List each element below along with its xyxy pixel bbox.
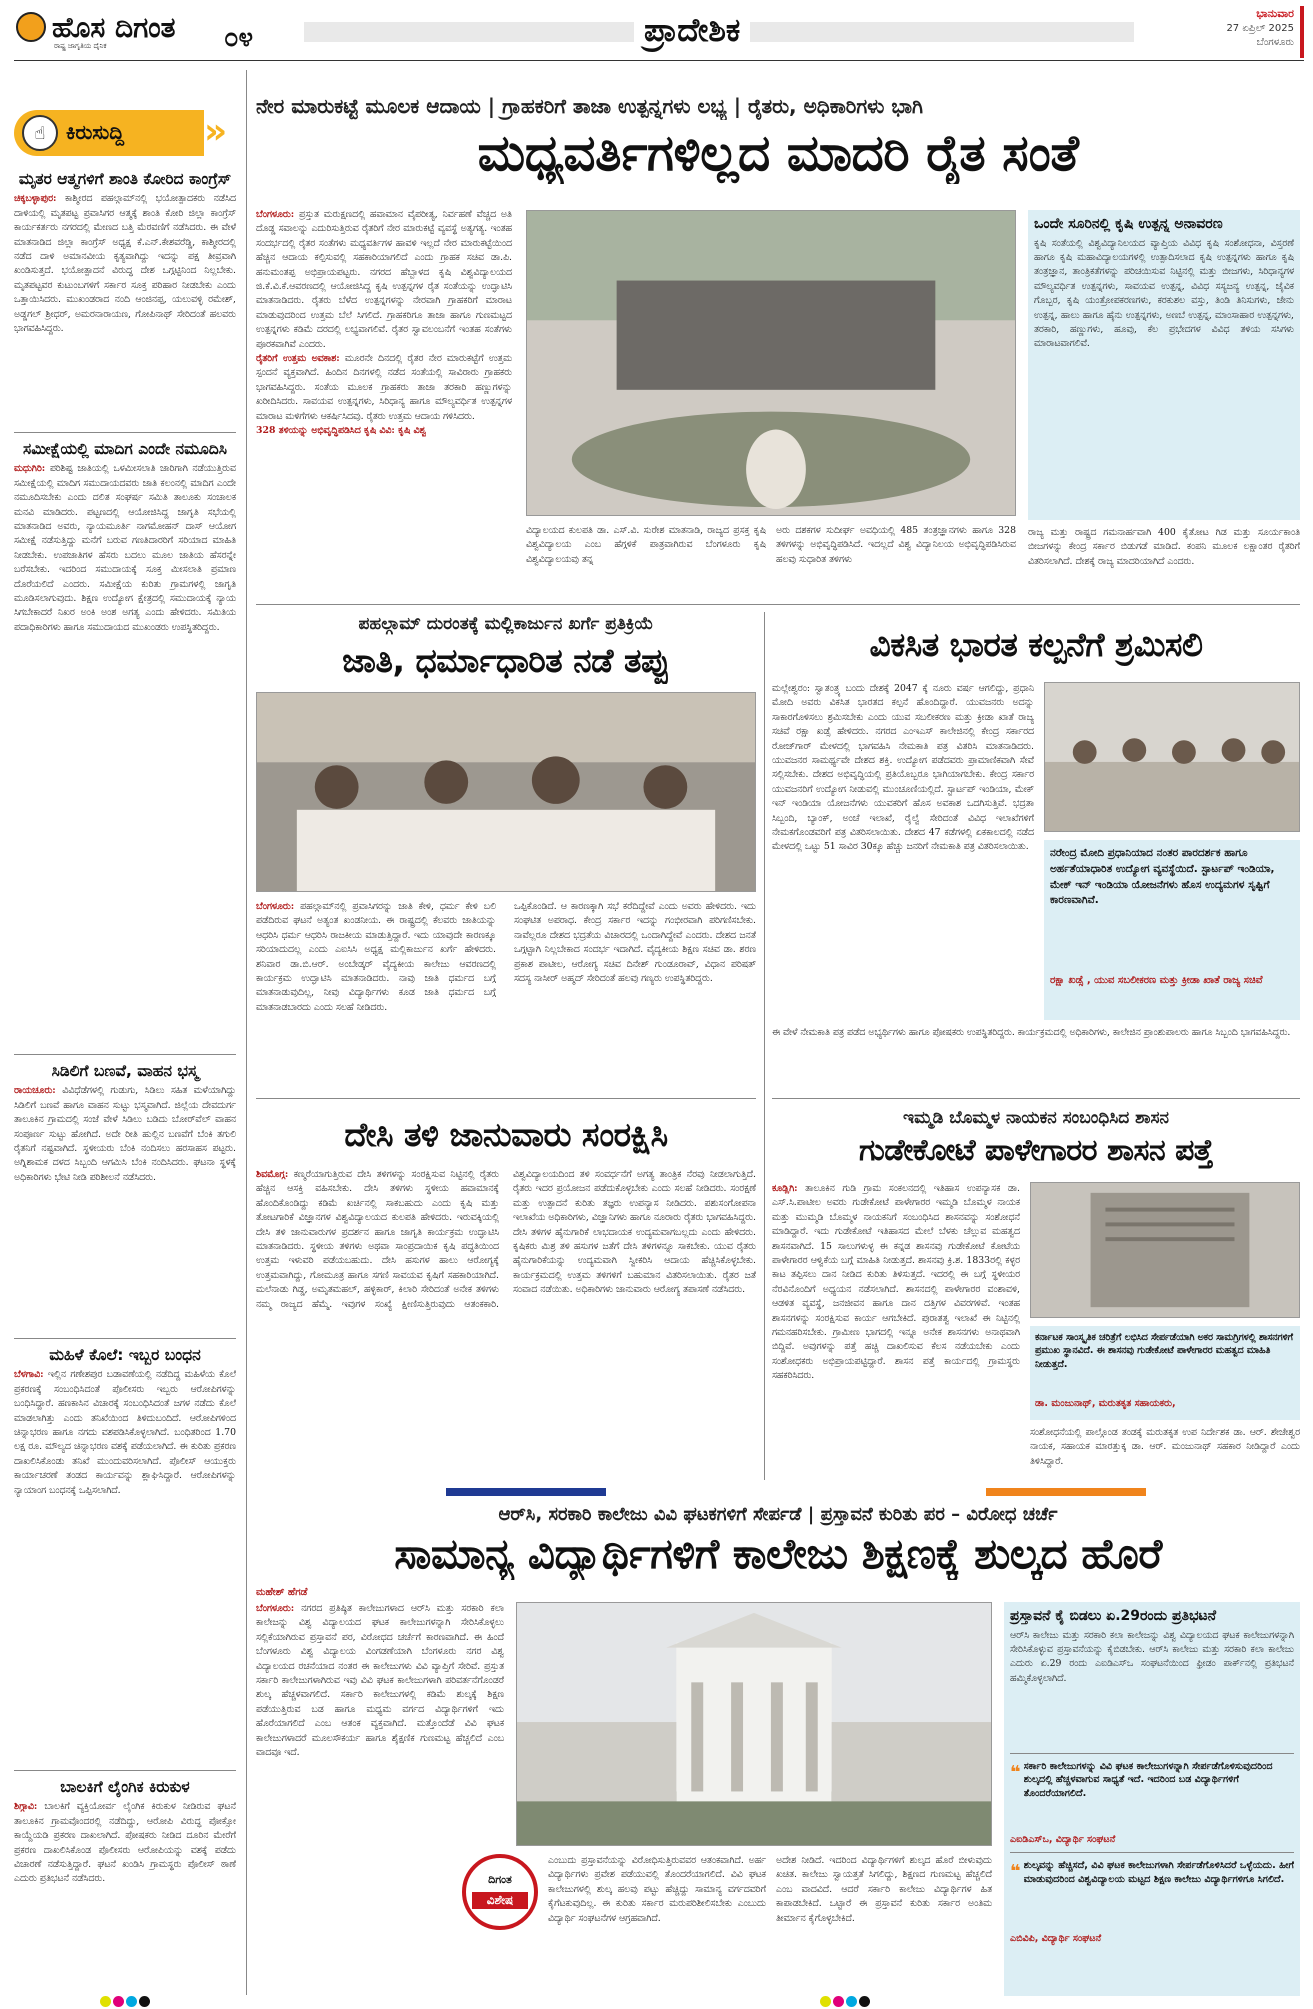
quote-credit: ಎಬಿವಿಪಿ, ವಿದ್ಯಾರ್ಥಿ ಸಂಘಟನೆ [1010, 1933, 1102, 1944]
byline: ಮಹೇಶ್ ಹೆಗಡೆ [256, 1587, 308, 1598]
photo-college-building [516, 1602, 992, 1846]
article-headline: ಗುಡೇಕೋಟೆ ಪಾಳೇಗಾರರ ಶಾಸನ ಪತ್ತೆ [859, 1133, 1213, 1168]
article-body: ಸಂಶೋಧನೆಯಲ್ಲಿ ಪಾಲ್ಗೊಂಡ ತಂಡಕ್ಕೆ ಮರುತಕೃತ ಉಪ ನಿರ್ದೇಶಕ ಡಾ. ಆರ್. ಶೇಜೇಶ್ವರ ನಾಯಕ, ಸಹಾಯಕ ಮಾರತ್ತುಕ್ಕ ಡಾ. ಆರ್. ಮಂಜುನಾಥ್ ಸಹಕಾರ ನೀಡಿದ್ದಾರೆ ಎಂದು ತಿಳಿಸಿದ್ದಾರೆ. [1030, 1427, 1300, 1467]
infobox-krushi [1028, 210, 1300, 520]
quote-mark-icon: ❝ [1010, 1861, 1021, 1882]
quote-credit: ಡಾ. ಮಂಜುನಾಥ್, ಮರುತಕೃತ ಸಹಾಯಕರು, [1035, 1398, 1176, 1409]
article-gudekote [772, 1106, 1300, 1480]
article-body: ವಿದ್ಯಾಲಯದ ಕುಲಪತಿ ಡಾ. ಎಸ್.ವಿ. ಸುರೇಶ ಮಾತನಾಡಿ, ರಾಜ್ಯದ ಪ್ರಸಕ್ತ ಕೃಷಿ ವಿಶ್ವವಿದ್ಯಾಲಯ ಎಂಬ ಹೆಗ್ಗಳಿಕೆ ಪಾತ್ರವಾಗಿರುವ ಬೆಂಗಳೂರು ಕೃಷಿ ವಿಶ್ವವಿದ್ಯಾಲಯವು ತನ್ನ [526, 525, 766, 565]
infobox-quote [1030, 1326, 1300, 1420]
article-headline: ವಿಕಸಿತ ಭಾರತ ಕಲ್ಪನೆಗೆ ಶ್ರಮಿಸಲಿ [869, 625, 1203, 664]
infobox-body: ಆರ್‌ಸಿ ಕಾಲೇಜು ಮತ್ತು ಸರಕಾರಿ ಕಲಾ ಕಾಲೇಜನ್ನು ವಿಶ್ವ ವಿದ್ಯಾಲಯದ ಘಟಕ ಕಾಲೇಜುಗಳನ್ನಾಗಿ ಸೇರಿಸಿಕೊಳ್ಳುವ ಪ್ರಸ್ತಾವನೆಯನ್ನು ಕೈಬಿಡಬೇಕು. ಆರ್‌ಸಿ ಕಾಲೇಜು ಮತ್ತು ಸರಕಾರಿ ಕಲಾ ಕಾಲೇಜು ಎದುರು ಏ.29 ರಂದು ಎಐಡಿಎಸ್‌ಒ ಸಂಘಟನೆಯಿಂದ ಫ್ರೀಡಂ ಪಾರ್ಕ್‌ನಲ್ಲಿ ಪ್ರತಿಭಟನೆ ಹಮ್ಮಿಕೊಳ್ಳಲಾಗಿದೆ. [1010, 1629, 1294, 1684]
dateline: ಶಿವಮೊಗ್ಗ: [256, 1169, 289, 1180]
infobox-protest [1004, 1602, 1300, 1996]
story-body: ಪರಿಶಿಷ್ಟ ಜಾತಿಯಲ್ಲಿ ಒಳಮೀಸಲಾತಿ ಜಾರಿಗಾಗಿ ನಡೆಯುತ್ತಿರುವ ಸಮೀಕ್ಷೆಯಲ್ಲಿ ಮಾದಿಗ ಸಮುದಾಯದವರು ಜಾತಿ ಕಲಂನಲ್ಲಿ ಮಾದಿಗ ಎಂದೇ ನಮೂದಿಸಬೇಕು ಎಂದು ದಲಿತ ಸಂಘರ್ಷ ಸಮಿತಿ ತಾಲೂಕು ಸಂಚಾಲಕ ಮನವಿ ಮಾಡಿದರು. ಪಟ್ಟಣದಲ್ಲಿ ಆಯೋಜಿಸಿದ್ದ ಜಾಗೃತಿ ಸಭೆಯಲ್ಲಿ ಮಾತನಾಡಿದ ಅವರು, ನ್ಯಾಯಮೂರ್ತಿ ನಾಗಮೋಹನ್ ದಾಸ್ ಆಯೋಗ ಸಮೀಕ್ಷೆ ನಡೆಸುತ್ತಿದ್ದು ಮನೆಗೆ ಬರುವ ಗಣತಿದಾರರಿಗೆ ಸರಿಯಾದ ಮಾಹಿತಿ ನೀಡಬೇಕು. ಉಪಜಾತಿಗಳ ಹೆಸರು ಬದಲು ಮೂಲ ಜಾತಿಯ ಹೆಸರನ್ನೇ ಬರೆಸಬೇಕು. ಇದರಿಂದ ಸಮುದಾಯಕ್ಕೆ ಸೂಕ್ತ ಮೀಸಲಾತಿ ಪ್ರಮಾಣ ದೊರೆಯಲಿದೆ ಎಂದರು. ಸಮೀಕ್ಷೆಯ ಕುರಿತು ಗ್ರಾಮಗಳಲ್ಲಿ ಜಾಗೃತಿ ಮೂಡಿಸಲಾಗುವುದು. ಶಿಕ್ಷಣ ಉದ್ಯೋಗ ಕ್ಷೇತ್ರದಲ್ಲಿ ಸಮುದಾಯಕ್ಕೆ ನ್ಯಾಯ ಸಿಗಬೇಕಾದರೆ ನಿಖರ ಅಂಕಿ ಅಂಶ ಅಗತ್ಯ ಎಂದು ಹೇಳಿದರು. ಸಮಿತಿಯ ಪದಾಧಿಕಾರಿಗಳು ಹಾಗೂ ಸಮುದಾಯದ ಮುಖಂಡರು ಉಪಸ್ಥಿತರಿದ್ದರು. [14, 463, 236, 633]
divider [256, 1098, 756, 1099]
story-title: ಬಾಲಕಿಗೆ ಲೈಂಗಿಕ ಕಿರುಕುಳ [60, 1778, 190, 1796]
stamp-top: ದಿಗಂತ [488, 1873, 512, 1886]
divider [14, 1338, 236, 1339]
article-viksit-bharat [772, 612, 1300, 1090]
digantha-special-stamp [462, 1854, 538, 1930]
article-kicker: ಪಹಲ್ಗಾಮ್ ದುರಂತಕ್ಕೆ ಮಲ್ಲಿಕಾರ್ಜುನ ಖರ್ಗೆ ಪ್ರತಿಕ್ರಿಯೆ [358, 614, 654, 634]
quote-credit: ರಕ್ಷಾ ಖಡ್ಸೆ , ಯುವ ಸಬಲೀಕರಣ ಮತ್ತು ಕ್ರೀಡಾ ಖಾತೆ ರಾಜ್ಯ ಸಚಿವೆ [1050, 975, 1263, 986]
masthead-logo [14, 6, 294, 54]
article-body: ಪ್ರಸ್ತುತ ಮರುಕ್ಷಣದಲ್ಲಿ ಹವಾಮಾನ ವೈಪರೀತ್ಯ, ನಿರ್ವಹಣೆ ವೆಚ್ಚದ ಅತಿ ದೊಡ್ಡ ಸವಾಲನ್ನು ಎದುರಿಸುತ್ತಿರುವ ರೈತರಿಗೆ ನೇರ ಮಾರುಕಟ್ಟೆ ವ್ಯವಸ್ಥೆ ಅತ್ಯಗತ್ಯ. ಇಂತಹ ಸಂದರ್ಭದಲ್ಲಿ ರೈತರ ಸಂತೆಗಳು ಮಧ್ಯವರ್ತಿಗಳ ಹಾವಳಿ ಇಲ್ಲದೆ ನೇರ ಮಾರುಕಟ್ಟೆಯಿಂದ ಹೆಚ್ಚಿನ ಆದಾಯ ಕಲ್ಪಿಸುವಲ್ಲಿ ಸಹಕಾರಿಯಾಗಲಿದೆ ಎಂದು ಗ್ರಾಹಕ ಸಚಿವ ಡಾ.ಪಿ. ಹನುಮಂತಪ್ಪ ಅಭಿಪ್ರಾಯಪಟ್ಟರು. ನಗರದ ಹೆಬ್ಬಾಳದ ಕೃಷಿ ವಿಶ್ವವಿದ್ಯಾಲಯದ ಜಿ.ಕೆ.ವಿ.ಕೆ.ಆವರಣದಲ್ಲಿ ಆಯೋಜಿಸಿದ್ದ ಕೃಷಿ ಉತ್ಪನ್ನಗಳ ರೈತ ಸಂತೆಯನ್ನು ಉದ್ಘಾಟಿಸಿ ಮಾತನಾಡಿದರು. ರೈತರು ಬೆಳೆದ ಉತ್ಪನ್ನಗಳನ್ನು ನೇರವಾಗಿ ಗ್ರಾಹಕರಿಗೆ ಮಾರಾಟ ಮಾಡುವುದರಿಂದ ಉತ್ತಮ ಬೆಲೆ ಸಿಗಲಿದೆ. ಗ್ರಾಹಕರಿಗೂ ತಾಜಾ ಹಾಗೂ ಗುಣಮಟ್ಟದ ಉತ್ಪನ್ನಗಳು ಕಡಿಮೆ ದರದಲ್ಲಿ ಲಭ್ಯವಾಗಲಿವೆ. ರೈತರ ಸ್ವಾವಲಂಬನೆಗೆ ಇಂತಹ ಸಂತೆಗಳು ಪೂರಕವಾಗಿವೆ ಎಂದರು. [256, 209, 512, 350]
dateline: ಮಧುಗಿರಿ: [14, 463, 46, 475]
story-body: ಇಲ್ಲಿನ ಗಣೇಶಪುರ ಬಡಾವಣೆಯಲ್ಲಿ ನಡೆದಿದ್ದ ಮಹಿಳೆಯ ಕೊಲೆ ಪ್ರಕರಣಕ್ಕೆ ಸಂಬಂಧಿಸಿದಂತೆ ಪೊಲೀಸರು ಇಬ್ಬರು ಆರೋಪಿಗಳನ್ನು ಬಂಧಿಸಿದ್ದಾರೆ. ಹಣಕಾಸಿನ ವಿಚಾರಕ್ಕೆ ಸಂಬಂಧಿಸಿದಂತೆ ಜಗಳ ನಡೆದು ಕೊಲೆ ಮಾಡಲಾಗಿತ್ತು ಎಂದು ತನಿಖೆಯಿಂದ ತಿಳಿದುಬಂದಿದೆ. ಆರೋಪಿಗಳಿಂದ ಚಿನ್ನಾಭರಣ ಹಾಗೂ ನಗದು ವಶಪಡಿಸಿಕೊಳ್ಳಲಾಗಿದೆ. ಬಂಧಿತರಿಂದ 1.70 ಲಕ್ಷ ರೂ. ಮೌಲ್ಯದ ಚಿನ್ನಾಭರಣ ವಶಕ್ಕೆ ಪಡೆಯಲಾಗಿದೆ. ಈ ಕುರಿತು ಪ್ರಕರಣ ದಾಖಲಿಸಿಕೊಂಡು ತನಿಖೆ ಮುಂದುವರಿಸಲಾಗಿದೆ. ಪೊಲೀಸ್ ಆಯುಕ್ತರು ಕಾರ್ಯಾಚರಣೆ ತಂಡದ ಕಾರ್ಯವನ್ನು ಶ್ಲಾಘಿಸಿದ್ದಾರೆ. ಆರೋಪಿಗಳನ್ನು ನ್ಯಾಯಾಂಗ ಬಂಧನಕ್ಕೆ ಒಪ್ಪಿಸಲಾಗಿದೆ. [14, 1369, 236, 1496]
divider [772, 1098, 1300, 1099]
article-desi-cattle [256, 1106, 756, 1480]
paper-name: ಹೊಸ ದಿಗಂತ [52, 11, 176, 44]
divider [14, 432, 236, 433]
dateline: ಬೆಂಗಳೂರು: [256, 209, 295, 220]
section-title: ಪ್ರಾದೇಶಿಕ [634, 8, 750, 53]
story-body: ವಿವಿಧೆಡೆಗಳಲ್ಲಿ ಗುಡುಗು, ಸಿಡಿಲು ಸಹಿತ ಮಳೆಯಾಗಿದ್ದು ಸಿಡಿಲಿಗೆ ಬಣವೆ ಹಾಗೂ ವಾಹನ ಸುಟ್ಟು ಭಸ್ಮವಾಗಿದೆ. ಜಿಲ್ಲೆಯ ದೇವದುರ್ಗ ತಾಲೂಕಿನ ಗ್ರಾಮದಲ್ಲಿ ಸಂಜೆ ವೇಳೆ ಸಿಡಿಲು ಬಡಿದು ಬೋರ್‌ವೆಲ್ ವಾಹನ ಸಂಪೂರ್ಣ ಸುಟ್ಟು ಹೋಗಿದೆ. ಅದೇ ರೀತಿ ಹುಲ್ಲಿನ ಬಣವೆಗೆ ಬೆಂಕಿ ತಗುಲಿ ರೈತನಿಗೆ ನಷ್ಟವಾಗಿದೆ. ಸ್ಥಳೀಯರು ಬೆಂಕಿ ನಂದಿಸಲು ಹರಸಾಹಸ ಪಟ್ಟರು. ಅಗ್ನಿಶಾಮಕ ದಳದ ಸಿಬ್ಬಂದಿ ಆಗಮಿಸಿ ಬೆಂಕಿ ನಂದಿಸಿದರು. ಘಟನಾ ಸ್ಥಳಕ್ಕೆ ಅಧಿಕಾರಿಗಳು ಭೇಟಿ ನೀಡಿ ಪರಿಶೀಲನೆ ನಡೆಸಿದರು. [14, 1085, 236, 1183]
article-kicker: ಇಮ್ಮಡಿ ಬೊಮ್ಮಳ ನಾಯಕನ ಸಂಬಂಧಿಸಿದ ಶಾಸನ [903, 1108, 1169, 1128]
article-body: ಮೂರನೇ ದಿನದಲ್ಲಿ ರೈತರ ನೇರ ಮಾರುಕಟ್ಟೆಗೆ ಉತ್ತಮ ಸ್ಪಂದನೆ ವ್ಯಕ್ತವಾಗಿದೆ. ಹಿಂದಿನ ದಿನಗಳಲ್ಲಿ ನಡೆದ ಸಂತೆಯಲ್ಲಿ ಸಾವಿರಾರು ಗ್ರಾಹಕರು ಭಾಗವಹಿಸಿದ್ದರು. ಸಂತೆಯ ಮೂಲಕ ಗ್ರಾಹಕರು ತಾಜಾ ತರಕಾರಿ ಹಣ್ಣುಗಳನ್ನು ಖರೀದಿಸಿದರು. ಸಾವಯವ ಉತ್ಪನ್ನಗಳು, ಸಿರಿಧಾನ್ಯ ಹಾಗೂ ಮೌಲ್ಯವರ್ಧಿತ ಉತ್ಪನ್ನಗಳ ಮಾರಾಟ ಮಳಿಗೆಗಳು ಆಕರ್ಷಿಸಿದವು. ರೈತರು ಉತ್ತಮ ಆದಾಯ ಗಳಿಸಿದರು. [256, 353, 512, 422]
story-title: ಮಹಿಳೆ ಕೊಲೆ: ಇಬ್ಬರ ಬಂಧನ [49, 1346, 201, 1364]
divider [764, 612, 765, 1480]
quote-mark-icon: ❝ [1010, 1761, 1021, 1783]
quote-body: ಕರ್ನಾಟಕ ಸಾಂಸ್ಕೃತಿಕ ಚರಿತ್ರೆಗೆ ಲಭಿಸಿದ ಸೇರ್ಪಡೆಯಾಗಿ ಅಕರ ಸಾಮಗ್ರಿಗಳಲ್ಲಿ ಶಾಸನಗಳಿಗೆ ಪ್ರಮುಖ ಸ್ಥಾನವಿದೆ. ಈ ಶಾಸನವು ಗುಡೇಕೋಟೆ ಪಾಳೇಗಾರರ ಮಹತ್ವದ ಮಾಹಿತಿ ನೀಡುತ್ತದೆ. [1035, 1332, 1293, 1370]
story-body: ಕಾಶ್ಮೀರದ ಪಹಲ್ಗಾಮ್‌ನಲ್ಲಿ ಭಯೋತ್ಪಾದಕರು ನಡೆಸಿದ ದಾಳಿಯಲ್ಲಿ ಮೃತಪಟ್ಟ ಪ್ರವಾಸಿಗರ ಆತ್ಮಕ್ಕೆ ಶಾಂತಿ ಕೋರಿ ಜಿಲ್ಲಾ ಕಾಂಗ್ರೆಸ್ ಕಾರ್ಯಕರ್ತರು ನಗರದಲ್ಲಿ ಮೇಣದ ಬತ್ತಿ ಮೆರವಣಿಗೆ ನಡೆಸಿದರು. ಈ ವೇಳೆ ಮಾತನಾಡಿದ ಜಿಲ್ಲಾ ಕಾಂಗ್ರೆಸ್ ಅಧ್ಯಕ್ಷ ಕೆ.ಎನ್.ಕೇಶವರೆಡ್ಡಿ, ಕಾಶ್ಮೀರದಲ್ಲಿ ನಡೆದ ದಾಳಿ ಅಮಾನವೀಯ ಕೃತ್ಯವಾಗಿದ್ದು ಇದನ್ನು ಪಕ್ಷ ತೀವ್ರವಾಗಿ ಖಂಡಿಸುತ್ತದೆ. ಭಯೋತ್ಪಾದನೆ ವಿರುದ್ಧ ದೇಶ ಒಗ್ಗಟ್ಟಿನಿಂದ ನಿಲ್ಲಬೇಕು. ಮೃತಪಟ್ಟವರ ಕುಟುಂಬಗಳಿಗೆ ಸರ್ಕಾರ ಸೂಕ್ತ ಪರಿಹಾರ ನೀಡಬೇಕು ಎಂದು ಒತ್ತಾಯಿಸಿದರು. ಮುಖಂಡರಾದ ನಂದಿ ಆಂಜಿನಪ್ಪ, ಯಲುವಳ್ಳಿ ರಮೇಶ್, ಅಡ್ಡಗಲ್ ಶ್ರೀಧರ್, ಅಮರನಾರಾಯಣ, ಗೋಪಿನಾಥ್ ಸೇರಿದಂತೆ ಹಲವರು ಭಾಗವಹಿಸಿದ್ದರು. [14, 193, 236, 334]
article-raitha-santhe [256, 92, 1300, 598]
infobox-title: ಒಂದೇ ಸೂರಿನಲ್ಲಿ ಕೃಷಿ ಉತ್ಪನ್ನ ಅನಾವರಣ [1034, 216, 1223, 232]
article-body: ಅದೇಶ ನೀಡಿದೆ. ಇದರಿಂದ ವಿದ್ಯಾರ್ಥಿಗಳಿಗೆ ಶುಲ್ಕದ ಹೊರೆ ಬೀಳುವುದು ಖಚಿತ. ಕಾಲೇಜು ಸ್ವಾಯತ್ತತೆ ಸಿಗಲಿದ್ದು, ಶಿಕ್ಷಣದ ಗುಣಮಟ್ಟ ಹೆಚ್ಚಲಿದೆ ಎಂಬ ವಾದವಿದೆ. ಆದರೆ ಸರ್ಕಾರಿ ಕಾಲೇಜು ವಿದ್ಯಾರ್ಥಿಗಳ ಹಿತ ಕಾಪಾಡಬೇಕಿದೆ. ಒಟ್ಟಾರೆ ಈ ಪ್ರಸ್ತಾವನೆ ಕುರಿತು ಸರ್ಕಾರ ಅಂತಿಮ ತೀರ್ಮಾನ ಕೈಗೊಳ್ಳಬೇಕಿದೆ. [776, 1855, 992, 1924]
sidebar-story-1 [14, 170, 236, 412]
article-kicker: ನೇರ ಮಾರುಕಟ್ಟೆ ಮೂಲಕ ಆದಾಯ | ಗ್ರಾಹಕರಿಗೆ ತಾಜಾ ಉತ್ಪನ್ನಗಳು ಲಭ್ಯ | ರೈತರು, ಅಧಿಕಾರಿಗಳು ಭಾಗಿ [256, 94, 924, 118]
article-body: ಮಲ್ಲೇಶ್ವರಂ: ಸ್ವಾತಂತ್ರ್ಯ ಬಂದು ದೇಶಕ್ಕೆ 2047 ಕ್ಕೆ ನೂರು ವರ್ಷ ಆಗಲಿದ್ದು, ಪ್ರಧಾನಿ ಮೋದಿ ಅವರು ವಿಕಸಿತ ಭಾರತದ ಕಲ್ಪನೆ ಹೊಂದಿದ್ದಾರೆ. ಯುವಜನರು ಅದನ್ನು ಸಾಕಾರಗೊಳಿಸಲು ಶ್ರಮಿಸಬೇಕು ಎಂದು ಯುವ ಸಬಲೀಕರಣ ಮತ್ತು ಕ್ರೀಡಾ ಖಾತೆ ರಾಜ್ಯ ಸಚಿವೆ ರಕ್ಷಾ ಖಡ್ಸೆ ಹೇಳಿದರು. ನಗರದ ಎಂಇಎಸ್ ಕಾಲೇಜಿನಲ್ಲಿ ಕೇಂದ್ರ ಸರ್ಕಾರದ ರೋಜ್‌ಗಾರ್ ಮೇಳದಲ್ಲಿ ಭಾಗವಹಿಸಿ ನೇಮಕಾತಿ ಪತ್ರ ವಿತರಿಸಿ ಮಾತನಾಡಿದರು. ಯುವಜನರ ಸಾಮರ್ಥ್ಯವೇ ದೇಶದ ಶಕ್ತಿ. ಉದ್ಯೋಗ ಪಡೆದವರು ಪ್ರಾಮಾಣಿಕವಾಗಿ ಸೇವೆ ಸಲ್ಲಿಸಬೇಕು. ದೇಶದ ಅಭಿವೃದ್ಧಿಯಲ್ಲಿ ಪ್ರತಿಯೊಬ್ಬರೂ ಭಾಗಿಯಾಗಬೇಕು. ಕೇಂದ್ರ ಸರ್ಕಾರ ಯುವಜನರಿಗೆ ಉದ್ಯೋಗ ನೀಡುವಲ್ಲಿ ಮುಂಚೂಣಿಯಲ್ಲಿದೆ. ಸ್ಟಾರ್ಟಪ್ ಇಂಡಿಯಾ, ಮೇಕ್ ಇನ್ ಇಂಡಿಯಾ ಯೋಜನೆಗಳು ಯುವಕರಿಗೆ ಹೊಸ ಅವಕಾಶ ಒದಗಿಸುತ್ತಿವೆ. ಭದ್ರತಾ ಸಿಬ್ಬಂದಿ, ಬ್ಯಾಂಕ್, ಅಂಚೆ ಇಲಾಖೆ, ರೈಲ್ವೆ ಸೇರಿದಂತೆ ವಿವಿಧ ಇಲಾಖೆಗಳಿಗೆ ನೇಮಕಗೊಂಡವರಿಗೆ ಪತ್ರ ವಿತರಿಸಲಾಯಿತು. ದೇಶದ 47 ಕಡೆಗಳಲ್ಲಿ ಏಕಕಾಲದಲ್ಲಿ ನಡೆದ ಮೇಳದಲ್ಲಿ ಒಟ್ಟು 51 ಸಾವಿರ 30ಕ್ಕೂ ಹೆಚ್ಚು ಜನರಿಗೆ ನೇಮಕಾತಿ ಪತ್ರ ವಿತರಿಸಲಾಯಿತು. [772, 683, 1034, 853]
hand-icon: ☝ [22, 115, 58, 151]
logo-emblem-icon [16, 12, 46, 42]
quote-credit: ಎಐಡಿಎಸ್‌ಒ, ವಿದ್ಯಾರ್ಥಿ ಸಂಘಟನೆ [1010, 1833, 1116, 1845]
masthead [14, 6, 1300, 58]
story-body: ಬಾಲಕಿಗೆ ವ್ಯಕ್ತಿಯೋರ್ವ ಲೈಂಗಿಕ ಕಿರುಕುಳ ನೀಡಿರುವ ಘಟನೆ ತಾಲೂಕಿನ ಗ್ರಾಮವೊಂದರಲ್ಲಿ ನಡೆದಿದ್ದು, ಆರೋಪಿ ವಿರುದ್ಧ ಪೋಕ್ಸೋ ಕಾಯ್ದೆಯಡಿ ಪ್ರಕರಣ ದಾಖಲಾಗಿದೆ. ಪೋಷಕರು ನೀಡಿದ ದೂರಿನ ಮೇರೆಗೆ ಪ್ರಕರಣ ದಾಖಲಿಸಿಕೊಂಡ ಪೊಲೀಸರು ಆರೋಪಿಯನ್ನು ವಶಕ್ಕೆ ಪಡೆದು ವಿಚಾರಣೆ ನಡೆಸುತ್ತಿದ್ದಾರೆ. ಘಟನೆ ಖಂಡಿಸಿ ಗ್ರಾಮಸ್ಥರು ಪೊಲೀಸ್ ಠಾಣೆ ಎದುರು ಪ್ರತಿಭಟನೆ ನಡೆಸಿದರು. [14, 1801, 236, 1885]
article-body: ರಾಜ್ಯ ಮತ್ತು ರಾಷ್ಟ್ರದ ಗಮನಾರ್ಹವಾಗಿ 400 ಕೈತೋಟ ಗಿಡ ಮತ್ತು ಸೂರ್ಯಕಾಂತಿ ಬೀಜಗಳನ್ನು ಕೇಂದ್ರ ಸರ್ಕಾರ ಬಿಡುಗಡೆ ಮಾಡಿದೆ. ಕಂಪನಿ ಮೂಲಕ ಲಕ್ಷಾಂತರ ರೈತರಿಗೆ ವಿತರಿಸಲಾಗಿದೆ. ದೇಶಕ್ಕೆ ರಾಜ್ಯ ಮಾದರಿಯಾಗಿದೆ ಎಂದರು. [1028, 527, 1300, 567]
dateline: ಬೆಂಗಳೂರು: [256, 901, 295, 912]
divider [14, 1770, 236, 1771]
article-college-fee [256, 1502, 1300, 1996]
sidebar-story-5 [14, 1778, 236, 1990]
article-headline: ಮಧ್ಯವರ್ತಿಗಳಿಲ್ಲದ ಮಾದರಿ ರೈತ ಸಂತೆ [477, 124, 1079, 182]
photo-rozgar-mela [1044, 682, 1300, 832]
divider [14, 1054, 236, 1055]
page-number: ೦೪ [224, 23, 254, 53]
article-body: ನಗರದ ಪ್ರತಿಷ್ಠಿತ ಕಾಲೇಜುಗಳಾದ ಆರ್‌ಸಿ ಮತ್ತು ಸರಕಾರಿ ಕಲಾ ಕಾಲೇಜನ್ನು ವಿಶ್ವ ವಿದ್ಯಾಲಯದ ಘಟಕ ಕಾಲೇಜುಗಳನ್ನಾಗಿ ಸೇರಿಸಿಕೊಳ್ಳಲು ಸಲ್ಲಿಕೆಯಾಗಿರುವ ಪ್ರಸ್ತಾವನೆ ಪರ, ವಿರೋಧದ ಚರ್ಚೆಗೆ ಕಾರಣವಾಗಿದೆ. ಈ ಹಿಂದೆ ಬೆಂಗಳೂರು ವಿಶ್ವ ವಿದ್ಯಾಲಯ ವಿಂಗಡಣೆಯಾಗಿ ಬೆಂಗಳೂರು ನಗರ ವಿಶ್ವ ವಿದ್ಯಾಲಯದ ರಚನೆಯಾದ ನಂತರ ಈ ಕಾಲೇಜುಗಳು ವಿವಿ ವ್ಯಾಪ್ತಿಗೆ ಸೇರಿವೆ. ಪ್ರಸ್ತುತ ಸರ್ಕಾರಿ ಕಾಲೇಜುಗಳಾಗಿರುವ ಇವು ವಿವಿ ಘಟಕ ಕಾಲೇಜುಗಳಾಗಿ ಪರಿವರ್ತನೆಗೊಂಡರೆ ಶುಲ್ಕ ಹೆಚ್ಚಳವಾಗಲಿದೆ. ಸರ್ಕಾರಿ ಕಾಲೇಜುಗಳಲ್ಲಿ ಕಡಿಮೆ ಶುಲ್ಕಕ್ಕೆ ಶಿಕ್ಷಣ ಪಡೆಯುತ್ತಿರುವ ಬಡ ಹಾಗೂ ಮಧ್ಯಮ ವರ್ಗದ ವಿದ್ಯಾರ್ಥಿಗಳಿಗೆ ಇದು ಹೊರೆಯಾಗಲಿದೆ ಎಂಬ ಆತಂಕ ವ್ಯಕ್ತವಾಗಿದೆ. ಮತ್ತೊಂದೆಡೆ ವಿವಿ ಘಟಕ ಕಾಲೇಜುಗಳಾದರೆ ಮೂಲಸೌಕರ್ಯ ಹಾಗೂ ಶೈಕ್ಷಣಿಕ ಗುಣಮಟ್ಟ ಹೆಚ್ಚಲಿದೆ ಎಂಬ ವಾದವೂ ಇದೆ. [256, 1603, 504, 1759]
infobox-quote [1044, 840, 1300, 1020]
dateline: ಶಿಗ್ಗಾವಿ: [14, 1801, 38, 1813]
masthead-date-block [1144, 6, 1294, 50]
article-kharge [256, 612, 756, 1090]
subhead: ರೈತರಿಗೆ ಉತ್ತಮ ಅವಕಾಶ: [256, 353, 340, 365]
divider [256, 604, 1300, 605]
quote-body: ಶುಲ್ಕವನ್ನು ಹೆಚ್ಚಿಸದೆ, ವಿವಿ ಘಟಕ ಕಾಲೇಜುಗಳಾಗಿ ಸೇರ್ಪಡೆಗೊಳಿಸಿದರೆ ಒಳ್ಳೆಯದು. ಹೀಗೆ ಮಾಡುವುದರಿಂದ ವಿಶ್ವವಿದ್ಯಾಲಯ ಮಟ್ಟದ ಶಿಕ್ಷಣ ಕಾಲೇಜು ವಿದ್ಯಾರ್ಥಿಗಳಿಗೂ ಸಿಗಲಿದೆ. [1023, 1860, 1294, 1885]
dateline: ರಾಯಚೂರು: [14, 1085, 56, 1097]
issue-city: ಬೆಂಗಳೂರು [1256, 36, 1294, 48]
registration-dots [100, 1996, 1220, 2008]
sidebar-story-2 [14, 440, 236, 1018]
photo-kharge-event [256, 692, 756, 892]
masthead-red-bar [1300, 6, 1304, 58]
article-body: ಅರು ದಶಕಗಳ ಸುದೀರ್ಘ ಅವಧಿಯಲ್ಲಿ 485 ತಂತ್ರಜ್ಞಾನಗಳು ಹಾಗೂ 328 ತಳಿಗಳನ್ನು ಅಭಿವೃದ್ಧಿಪಡಿಸಿದೆ. ಇದಲ್ಲದೆ ವಿಶ್ವ ವಿದ್ಯಾನಿಲಯ ಅಭಿವೃದ್ಧಿಪಡಿಸಿರುವ ಹಲವು ಸುಧಾರಿತ ತಳಿಗಳು [776, 525, 1016, 565]
story-title: ಮೃತರ ಆತ್ಮಗಳಿಗೆ ಶಾಂತಿ ಕೋರಿದ ಕಾಂಗ್ರೆಸ್ [18, 170, 232, 188]
issue-day: ಭಾನುವಾರ [1256, 7, 1294, 20]
sidebar-story-4 [14, 1346, 236, 1758]
article-headline: ಸಾಮಾನ್ಯ ವಿದ್ಯಾರ್ಥಿಗಳಿಗೆ ಕಾಲೇಜು ಶಿಕ್ಷಣಕ್ಕೆ ಶುಲ್ಕದ ಹೊರೆ [394, 1529, 1162, 1578]
quote-body: ನರೇಂದ್ರ ಮೋದಿ ಪ್ರಧಾನಿಯಾದ ನಂತರ ಪಾರದರ್ಶಕ ಹಾಗೂ ಅರ್ಹತೆಯಾಧಾರಿತ ಉದ್ಯೋಗ ವ್ಯವಸ್ಥೆಯಿದೆ. ಸ್ಟಾರ್ಟಪ್ ಇಂಡಿಯಾ, ಮೇಕ್ ಇನ್ ಇಂಡಿಯಾ ಯೋಜನೆಗಳು ಹೊಸ ಉದ್ಯಮಗಳ ಸೃಷ್ಟಿಗೆ ಕಾರಣವಾಗಿವೆ. [1050, 847, 1275, 907]
article-kicker: ಆರ್‌ಸಿ, ಸರಕಾರಿ ಕಾಲೇಜು ವಿವಿ ಘಟಕಗಳಿಗೆ ಸೇರ್ಪಡೆ | ಪ್ರಸ್ತಾವನೆ ಕುರಿತು ಪರ – ವಿರೋಧ ಚರ್ಚೆ [498, 1504, 1058, 1525]
photo-inscription [1030, 1182, 1300, 1318]
footnote: 328 ತಳಿಯನ್ನು ಅಭಿವೃದ್ಧಿಪಡಿಸಿದ ಕೃಷಿ ವಿವಿ: ಕೃಷಿ ವಿಶ್ವ [256, 425, 427, 437]
story-title: ಸಿಡಿಲಿಗೆ ಬಣವೆ, ವಾಹನ ಭಸ್ಮ [51, 1062, 199, 1080]
article-headline: ದೇಸಿ ತಳಿ ಜಾನುವಾರು ಸಂರಕ್ಷಿಸಿ [344, 1115, 668, 1154]
dateline: ಬೆಳಗಾವಿ: [14, 1369, 44, 1381]
badge-label: ಕಿರುಸುದ್ದಿ [66, 120, 125, 144]
article-body: ಕಣ್ಮರೆಯಾಗುತ್ತಿರುವ ದೇಸಿ ತಳಿಗಳನ್ನು ಸಂರಕ್ಷಿಸುವ ನಿಟ್ಟಿನಲ್ಲಿ ರೈತರು ಹೆಚ್ಚಿನ ಆಸಕ್ತಿ ವಹಿಸಬೇಕು. ದೇಸಿ ತಳಿಗಳು ಸ್ಥಳೀಯ ಹವಾಮಾನಕ್ಕೆ ಹೊಂದಿಕೊಂಡಿದ್ದು ಕಡಿಮೆ ಖರ್ಚಿನಲ್ಲಿ ಸಾಕಬಹುದು ಎಂದು ಕೃಷಿ ಮತ್ತು ತೋಟಗಾರಿಕೆ ವಿಜ್ಞಾನಗಳ ವಿಶ್ವವಿದ್ಯಾಲಯದ ಕುಲಪತಿ ಹೇಳಿದರು. ಇರುವಕ್ಕಿಯಲ್ಲಿ ದೇಸಿ ತಳಿ ಜಾನುವಾರುಗಳ ಪ್ರದರ್ಶನ ಹಾಗೂ ಜಾಗೃತಿ ಕಾರ್ಯಕ್ರಮ ಉದ್ಘಾಟಿಸಿ ಮಾತನಾಡಿದರು. ಸ್ಥಳೀಯ ತಳಿಗಳು ಅಥವಾ ಸಾಂಪ್ರದಾಯಿಕ ಕೃಷಿ ಪದ್ಧತಿಯಿಂದ ಉತ್ತಮ ಇಳುವರಿ ಪಡೆಯಬಹುದು. ದೇಸಿ ಹಸುಗಳ ಹಾಲು ಆರೋಗ್ಯಕ್ಕೆ ಉತ್ತಮವಾಗಿದ್ದು, ಗೋಮೂತ್ರ ಹಾಗೂ ಸಗಣಿ ಸಾವಯವ ಕೃಷಿಗೆ ಸಹಕಾರಿಯಾಗಿದೆ. ಮಲೆನಾಡು ಗಿಡ್ಡ, ಅಮೃತಮಹಲ್, ಹಳ್ಳಿಕಾರ್, ಕಿಲಾರಿ ಸೇರಿದಂತೆ ಅನೇಕ ತಳಿಗಳು ನಮ್ಮ ರಾಜ್ಯದ ಹೆಮ್ಮೆ. ಇವುಗಳ ಸಂಖ್ಯೆ ಕ್ಷೀಣಿಸುತ್ತಿರುವುದು ಆತಂಕಕಾರಿ. ವಿಶ್ವವಿದ್ಯಾಲಯದಿಂದ ತಳಿ ಸಂವರ್ಧನೆಗೆ ಅಗತ್ಯ ತಾಂತ್ರಿಕ ನೆರವು ನೀಡಲಾಗುತ್ತಿದೆ. ರೈತರು ಇದರ ಪ್ರಯೋಜನ ಪಡೆದುಕೊಳ್ಳಬೇಕು ಎಂದು ಸಲಹೆ ನೀಡಿದರು. ಸಂರಕ್ಷಣೆ ಮತ್ತು ಉತ್ಪಾದನೆ ಕುರಿತು ತಜ್ಞರು ಉಪನ್ಯಾಸ ನೀಡಿದರು. ಪಶುಸಂಗೋಪನಾ ಇಲಾಖೆಯ ಅಧಿಕಾರಿಗಳು, ವಿಜ್ಞಾನಿಗಳು ಹಾಗೂ ನೂರಾರು ರೈತರು ಭಾಗವಹಿಸಿದ್ದರು. ದೇಸಿ ತಳಿಗಳ ಹೈನುಗಾರಿಕೆ ಲಾಭದಾಯಕ ಉದ್ಯಮವಾಗಬಲ್ಲದು ಎಂದು ಹೇಳಿದರು. ಕೃಷಿಕರು ಮಿಶ್ರ ತಳಿ ಹಸುಗಳ ಜತೆಗೆ ದೇಸಿ ತಳಿಗಳನ್ನೂ ಸಾಕಬೇಕು. ಯುವ ರೈತರು ಹೈನುಗಾರಿಕೆಯನ್ನು ಉದ್ಯಮವಾಗಿ ಸ್ವೀಕರಿಸಿ ಆದಾಯ ಹೆಚ್ಚಿಸಿಕೊಳ್ಳಬೇಕು. ಕಾರ್ಯಕ್ರಮದಲ್ಲಿ ಉತ್ತಮ ತಳಿಗಳಿಗೆ ಬಹುಮಾನ ವಿತರಿಸಲಾಯಿತು. ರೈತರ ಜತೆ ಸಂವಾದ ನಡೆಯಿತು. ಅಧಿಕಾರಿಗಳು ಜಾನುವಾರು ಆರೋಗ್ಯ ತಪಾಸಣೆ ನಡೆಸಿದರು. [256, 1169, 756, 1310]
article-body: ಪಹಲ್ಗಾಮ್‌ನಲ್ಲಿ ಪ್ರವಾಸಿಗರನ್ನು ಜಾತಿ ಕೇಳಿ, ಧರ್ಮ ಕೇಳಿ ಬಲಿ ಪಡೆದಿರುವ ಘಟನೆ ಅತ್ಯಂತ ಖಂಡನೀಯ. ಈ ರಾಷ್ಟ್ರದಲ್ಲಿ ಕೆಲವರು ಜಾತಿಯನ್ನು ಆಧರಿಸಿ ಧರ್ಮ ಆಧರಿಸಿ ರಾಜಕೀಯ ಮಾಡುತ್ತಿದ್ದಾರೆ. ಇದು ಯಾವುದೇ ಕಾರಣಕ್ಕೂ ಸರಿಯಾದುದಲ್ಲ ಎಂದು ಎಐಸಿಸಿ ಅಧ್ಯಕ್ಷ ಮಲ್ಲಿಕಾರ್ಜುನ ಖರ್ಗೆ ಹೇಳಿದರು. ಶನಿವಾರ ಡಾ.ಬಿ.ಆರ್. ಅಂಬೇಡ್ಕರ್ ವೈದ್ಯಕೀಯ ಕಾಲೇಜು ಆವರಣದಲ್ಲಿ ಕಾರ್ಯಕ್ರಮ ಉದ್ಘಾಟಿಸಿ ಮಾತನಾಡಿದರು. ನಾವು ಜಾತಿ ಧರ್ಮದ ಬಗ್ಗೆ ಮಾತನಾಡುವುದಿಲ್ಲ, ನೀವು ವಿದ್ಯಾರ್ಥಿಗಳು ಕೂಡ ಜಾತಿ ಧರ್ಮದ ಬಗ್ಗೆ ಮಾತನಾಡಬಾರದು ಎಂದು ಸಲಹೆ ನೀಡಿದರು. [256, 901, 496, 1013]
stamp-bottom: ವಿಶೇಷ [472, 1892, 528, 1909]
photo-santhe-inauguration [526, 210, 1016, 516]
story-title: ಸಮೀಕ್ಷೆಯಲ್ಲಿ ಮಾದಿಗ ಎಂದೇ ನಮೂದಿಸಿ [22, 440, 228, 458]
paper-tagline: ರಾಷ್ಟ್ರ ಜಾಗೃತಿಯ ದೈನಿಕ [54, 42, 107, 50]
dateline: ಕೂಡ್ಲಿಗಿ: [772, 1183, 798, 1194]
issue-date: 27 ಏಪ್ರಿಲ್ 2025 [1226, 22, 1294, 34]
article-body: ಈ ವೇಳೆ ನೇಮಕಾತಿ ಪತ್ರ ಪಡೆದ ಅಭ್ಯರ್ಥಿಗಳು ಹಾಗೂ ಪೋಷಕರು ಉಪಸ್ಥಿತರಿದ್ದರು. ಕಾರ್ಯಕ್ರಮದಲ್ಲಿ ಅಧಿಕಾರಿಗಳು, ಕಾಲೇಜಿನ ಪ್ರಾಂಶುಪಾಲರು ಹಾಗೂ ಸಿಬ್ಬಂದಿ ಭಾಗವಹಿಸಿದ್ದರು. [772, 1027, 1291, 1038]
article-headline: ಜಾತಿ, ಧರ್ಮಾಧಾರಿತ ನಡೆ ತಪ್ಪು [342, 641, 670, 680]
sidebar-story-3 [14, 1062, 236, 1334]
article-body: ಒಪ್ಪಿಕೊಂಡಿದೆ. ಆ ಕಾರಣಕ್ಕಾಗಿ ಸಭೆ ಕರೆದಿದ್ದೇವೆ ಎಂದು ಅವರು ಹೇಳಿದರು. ಇದು ಸಂಘಟಿತ ಅಪರಾಧ. ಕೇಂದ್ರ ಸರ್ಕಾರ ಇದನ್ನು ಗಂಭೀರವಾಗಿ ಪರಿಗಣಿಸಬೇಕು. ನಾವೆಲ್ಲರೂ ದೇಶದ ಭದ್ರತೆಯ ವಿಚಾರದಲ್ಲಿ ಒಂದಾಗಿದ್ದೇವೆ ಎಂದರು. ದೇಶದ ಜನತೆ ಒಗ್ಗಟ್ಟಾಗಿ ನಿಲ್ಲಬೇಕಾದ ಸಂದರ್ಭ ಇದಾಗಿದೆ. ವೈದ್ಯಕೀಯ ಶಿಕ್ಷಣ ಸಚಿವ ಡಾ. ಶರಣ ಪ್ರಕಾಶ ಪಾಟೀಲ, ಆರೋಗ್ಯ ಸಚಿವ ದಿನೇಶ್ ಗುಂಡೂರಾವ್, ವಿಧಾನ ಪರಿಷತ್ ಸದಸ್ಯ ನಾಸೀರ್ ಅಹ್ಮದ್ ಸೇರಿದಂತೆ ಹಲವು ಗಣ್ಯರು ಉಪಸ್ಥಿತರಿದ್ದರು. [514, 901, 756, 985]
infobox-body: ಕೃಷಿ ಸಂತೆಯಲ್ಲಿ ವಿಶ್ವವಿದ್ಯಾನಿಲಯದ ವ್ಯಾಪ್ತಿಯ ವಿವಿಧ ಕೃಷಿ ಸಂಶೋಧನಾ, ವಿಸ್ತರಣೆ ಹಾಗೂ ಕೃಷಿ ಮಹಾವಿದ್ಯಾಲಯಗಳಲ್ಲಿ ಉತ್ಪಾದಿಸಲಾದ ಕೃಷಿ ಉತ್ಪನ್ನಗಳು ಹಾಗೂ ಕೃಷಿ ತಂತ್ರಜ್ಞಾನ, ತಾಂತ್ರಿಕತೆಗಳನ್ನು ಪರಿಚಯಿಸುವ ನಿಟ್ಟಿನಲ್ಲಿ ಮತ್ತು ಬೀಜಗಳು, ಸಿರಿಧಾನ್ಯಗಳ ಮೌಲ್ಯವರ್ಧಿತ ಉತ್ಪನ್ನಗಳು, ಸಾವಯವ ಉತ್ಪನ್ನ, ವಿವಿಧ ಸಸ್ಯಜನ್ಯ ಉತ್ಪನ್ನ, ಜೈವಿಕ ಗೊಬ್ಬರ, ಕೃಷಿ ಯಂತ್ರೋಪಕರಣಗಳು, ಕರಕುಶಲ ವಸ್ತು, ತಿಂಡಿ ತಿನಿಸುಗಳು, ಜೇನು ಉತ್ಪನ್ನ, ಹಾಲು ಹಾಗೂ ಹೈನು ಉತ್ಪನ್ನಗಳು, ಅಣಬೆ ಉತ್ಪನ್ನ, ಮಾಂಸಾಹಾರ ಉತ್ಪನ್ನಗಳು, ತರಕಾರಿ, ಹಣ್ಣುಗಳು, ಹೂವು, ಕೆಲ ಪ್ರಭೇದಗಳ ವಿವಿಧ ತಳಿಯ ಸಸಿಗಳು ಮಾರಾಟವಾಗಲಿವೆ. [1034, 237, 1294, 350]
sidebar [14, 70, 240, 1995]
chevron-right-icon: » [204, 111, 228, 152]
masthead-divider [14, 60, 1304, 61]
quote-body: ಸರ್ಕಾರಿ ಕಾಲೇಜುಗಳನ್ನು ವಿವಿ ಘಟಕ ಕಾಲೇಜುಗಳನ್ನಾಗಿ ಸೇರ್ಪಡೆಗೊಳಿಸುವುದರಿಂದ ಶುಲ್ಕದಲ್ಲಿ ಹೆಚ್ಚಳವಾಗುವ ಸಾಧ್ಯತೆ ಇದೆ. ಇದರಿಂದ ಬಡ ವಿದ್ಯಾರ್ಥಿಗಳಿಗೆ ತೊಂದರೆಯಾಗಲಿದೆ. [1023, 1760, 1273, 1800]
sidebar-divider [246, 70, 247, 1995]
color-strip [256, 1488, 1300, 1496]
dateline: ಬೆಂಗಳೂರು: [256, 1603, 295, 1614]
dateline: ಚಿಕ್ಕಬಳ್ಳಾಪುರ: [14, 193, 57, 205]
divider [1010, 1852, 1294, 1853]
article-body: ತಾಲೂಕಿನ ಗುಡಿ ಗ್ರಾಮ ಸಂಕಲನದಲ್ಲಿ ಇತಿಹಾಸ ಉಪನ್ಯಾಸಕ ಡಾ. ಎಸ್.ಸಿ.ಪಾಟೀಲ ಅವರು ಗುಡೇಕೋಟೆ ಪಾಳೇಗಾರರ ಇಮ್ಮಡಿ ಬೊಮ್ಮಳ ನಾಯಕ ಮತ್ತು ಮುಮ್ಮಡಿ ಬೊಮ್ಮಳ ನಾಯಕನಿಗೆ ಸಂಬಂಧಿಸಿದ ಶಾಸನವನ್ನು ಸಂಶೋಧನೆ ಮಾಡಿದ್ದಾರೆ. ಇದು ಗುಡೇಕೋಟೆ ಇತಿಹಾಸದ ಮೇಲೆ ಬೆಳಕು ಚೆಲ್ಲುವ ಮಹತ್ವದ ಶಾಸನವಾಗಿದೆ. 15 ಸಾಲುಗಳುಳ್ಳ ಈ ಕನ್ನಡ ಶಾಸನವು ಗುಡೇಕೋಟೆ ಕೋಟೆಯ ಪಾಳೇಗಾರರ ಆಳ್ವಿಕೆಯ ಬಗ್ಗೆ ಮಾಹಿತಿ ನೀಡುತ್ತದೆ. ಶಾಸನವು ಕ್ರಿ.ಶ. 1833ರಲ್ಲಿ ಕಳ್ಳರ ಕಾಟ ತಪ್ಪಿಸಲು ದಾನ ನೀಡಿದ ಕುರಿತು ತಿಳಿಸುತ್ತದೆ. ಇದರಲ್ಲಿ ಈ ಬಗ್ಗೆ ಸ್ಥಳೀಯರ ನೆರವಿನೊಂದಿಗೆ ಅಧ್ಯಯನ ನಡೆಸಲಾಗಿದೆ. ಶಾಸನದಲ್ಲಿ ಪಾಳೇಗಾರರ ವಂಶಾವಳಿ, ಆಡಳಿತ ವ್ಯವಸ್ಥೆ, ಜನಜೀವನ ಹಾಗೂ ದಾನ ದತ್ತಿಗಳ ವಿವರಗಳಿವೆ. ಇಂತಹ ಶಾಸನಗಳನ್ನು ಸಂರಕ್ಷಿಸುವ ಕಾರ್ಯ ಆಗಬೇಕಿದೆ. ಪುರಾತತ್ವ ಇಲಾಖೆ ಈ ನಿಟ್ಟಿನಲ್ಲಿ ಗಮನಹರಿಸಬೇಕು. ಗ್ರಾಮೀಣ ಭಾಗದಲ್ಲಿ ಇನ್ನೂ ಅನೇಕ ಶಾಸನಗಳು ಅನಾಥವಾಗಿ ಬಿದ್ದಿವೆ. ಅವುಗಳನ್ನು ಪತ್ತೆ ಹಚ್ಚಿ ದಾಖಲಿಸುವ ಕೆಲಸ ನಡೆಯಬೇಕು ಎಂದು ಸಂಶೋಧಕರು ಅಭಿಪ್ರಾಯಪಟ್ಟಿದ್ದಾರೆ. ಶಾಸನ ಪತ್ತೆ ಕಾರ್ಯದಲ್ಲಿ ಗ್ರಾಮಸ್ಥರು ಸಹಕರಿಸಿದರು. [772, 1183, 1020, 1382]
infobox-title: ಪ್ರಸ್ತಾವನೆ ಕೈ ಬಿಡಲು ಏ.29ರಂದು ಪ್ರತಿಭಟನೆ [1010, 1608, 1217, 1624]
divider [1010, 1753, 1294, 1754]
article-body: ಎಂಬುದು ಪ್ರಸ್ತಾವನೆಯನ್ನು ವಿರೋಧಿಸುತ್ತಿರುವವರ ಆತಂಕವಾಗಿದೆ. ಅರ್ಹ ವಿದ್ಯಾರ್ಥಿಗಳು ಪ್ರವೇಶ ಪಡೆಯುವಲ್ಲಿ ತೊಂದರೆಯಾಗಲಿದೆ. ವಿವಿ ಘಟಕ ಕಾಲೇಜುಗಳಲ್ಲಿ ಶುಲ್ಕ ಹಲವು ಪಟ್ಟು ಹೆಚ್ಚಿದ್ದು ಸಾಮಾನ್ಯ ವರ್ಗದವರಿಗೆ ಕೈಗೆಟಕುವುದಿಲ್ಲ. ಈ ಕುರಿತು ಸರ್ಕಾರ ಮರುಪರಿಶೀಲಿಸಬೇಕು ಎಂಬುದು ವಿದ್ಯಾರ್ಥಿ ಸಂಘಟನೆಗಳ ಆಗ್ರಹವಾಗಿದೆ. [548, 1855, 766, 1924]
kirusuddi-badge [14, 110, 236, 156]
